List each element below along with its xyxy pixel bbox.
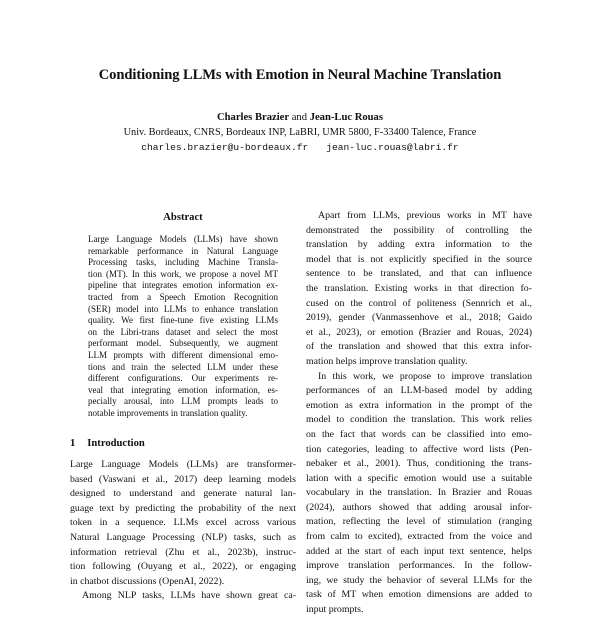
body-line: Apart from LLMs, previous works in MT have	[318, 210, 532, 221]
body-line: tion following (Ouyang et al., 2022), or engaging	[70, 561, 296, 573]
body-line: from calm to excited), extracted from the voice and	[306, 531, 532, 543]
abstract-line: (SER) model into LLMs to enhance translation	[88, 303, 278, 314]
author-email: charles.brazier@u-bordeaux.fr	[141, 142, 309, 153]
body-line: 2019), gender (Vanmassenhove et al., 2018; Gaido	[306, 312, 532, 324]
body-line: vocabulary in the translation. In Brazier and Rouas	[306, 487, 532, 499]
body-line: ing, we study the behavior of several LLMs for the	[306, 574, 532, 586]
body-line: on the fact that words can be classified into emo-	[306, 428, 532, 440]
abstract-line: tions and train the selected LLM under these	[88, 361, 278, 372]
body-line: et al., 2023), or emotion (Brazier and Rouas, 2024)	[306, 326, 532, 338]
body-line: information retrieval (Zhu et al., 2023b), instruc-	[70, 546, 296, 558]
author-line	[0, 112, 600, 123]
body-line: model that is not explicitly specified in the source	[306, 253, 532, 265]
body-line: task of MT when emotion dimensions are added to	[306, 589, 532, 601]
body-line: Among NLP tasks, LLMs have shown great ca-	[82, 590, 296, 602]
abstract-heading: Abstract	[163, 212, 203, 223]
body-line: designed to understand and generate natural lan-	[70, 488, 296, 500]
abstract-line: Processing tasks, including Machine Transla-	[88, 257, 278, 268]
section-heading	[70, 438, 145, 449]
body-line: translation by adding extra information to the	[306, 239, 532, 251]
body-line: Large Language Models (LLMs) are transformer-	[70, 459, 296, 470]
abstract-line: LLM prompts with different dimensional emo-	[88, 349, 278, 360]
abstract-line: veal that integrating emotion information, es-	[88, 384, 278, 395]
body-line: (2024), authors showed that adding arousal infor-	[306, 501, 532, 513]
email-line	[0, 142, 600, 153]
body-line: emotion as extra information in the prompt of the	[306, 399, 532, 411]
abstract-line: pipeline that integrates emotion information ex-	[88, 280, 278, 291]
body-line: mation helps improve translation quality.	[306, 355, 468, 367]
body-line: in chatbot discussions (OpenAI, 2022).	[70, 575, 225, 587]
body-line: demonstrated the possibility of controlling the	[306, 224, 532, 236]
abstract-line: pecially arousal, into LLM prompts leads to	[88, 396, 278, 407]
affiliation: Univ. Bordeaux, CNRS, Bordeaux INP, LaBRI, UMR 5800, F-33400 Talence, France	[123, 127, 477, 138]
body-line: cused on the control of politeness (Sennrich et al.,	[306, 297, 532, 309]
body-line: nebaker et al., 2001). Thus, conditioning the trans-	[306, 458, 532, 470]
body-line: guage text by predicting the probability of the next	[70, 502, 296, 514]
abstract-line: performant model. Subsequently, we augment	[88, 338, 278, 349]
body-line: model to condition the translation. This work relies	[306, 414, 532, 426]
abstract-line: tracted from a Speech Emotion Recognition	[88, 291, 278, 302]
body-line: the translation. Existing works in that direction fo-	[306, 282, 532, 294]
body-line: sentence to be translated, and that can influence	[306, 268, 532, 280]
body-line: lation with a specific emotion would use a suitable	[306, 472, 532, 484]
body-line: token in a sequence. LLMs excel across various	[70, 517, 296, 529]
body-line: of the translation and showed that this extra infor-	[306, 341, 532, 353]
abstract-line: notable improvements in translation quality.	[88, 407, 248, 418]
abstract-line: Large Language Models (LLMs) have shown	[88, 234, 278, 244]
abstract-body	[88, 234, 278, 420]
body-line: In this work, we propose to improve translation	[318, 370, 532, 382]
introduction-body	[70, 458, 296, 604]
author-name: Charles Brazier	[217, 112, 290, 123]
paper-title: Conditioning LLMs with Emotion in Neural Machine Translation	[98, 67, 502, 83]
abstract-line: tion (MT). In this work, we propose a novel MT	[88, 268, 278, 279]
body-line: mation, reflecting the level of stimulation (ranging	[306, 516, 532, 528]
body-line: Natural Language Processing (NLP) tasks, such as	[70, 531, 296, 543]
right-column-body	[306, 209, 532, 618]
body-line: tion categories, leading to affective word lists (Pen-	[306, 443, 532, 455]
section-number: 1	[70, 438, 76, 449]
body-line: based (Vaswani et al., 2017) deep learning models	[70, 473, 296, 485]
body-line: performances of an LLM-based model by adding	[306, 385, 532, 397]
abstract-line: quality. We first fine-tune five existing LLMs	[88, 315, 278, 326]
abstract-line: different configurations. Our experiments re-	[88, 373, 278, 384]
author-name: Jean-Luc Rouas	[309, 112, 383, 123]
body-line: added at the start of each input text sentence, helps	[306, 545, 532, 557]
body-line: input prompts.	[306, 604, 364, 616]
abstract-line: on the Libri-trans dataset and select the most	[88, 326, 278, 337]
abstract-line: remarkable performance in Natural Language	[88, 245, 278, 256]
author-email: jean-luc.rouas@labri.fr	[326, 142, 459, 153]
section-title: Introduction	[87, 438, 145, 449]
author-conjunction: and	[291, 112, 308, 123]
body-line: improve translation performances. In the follow-	[306, 560, 532, 572]
